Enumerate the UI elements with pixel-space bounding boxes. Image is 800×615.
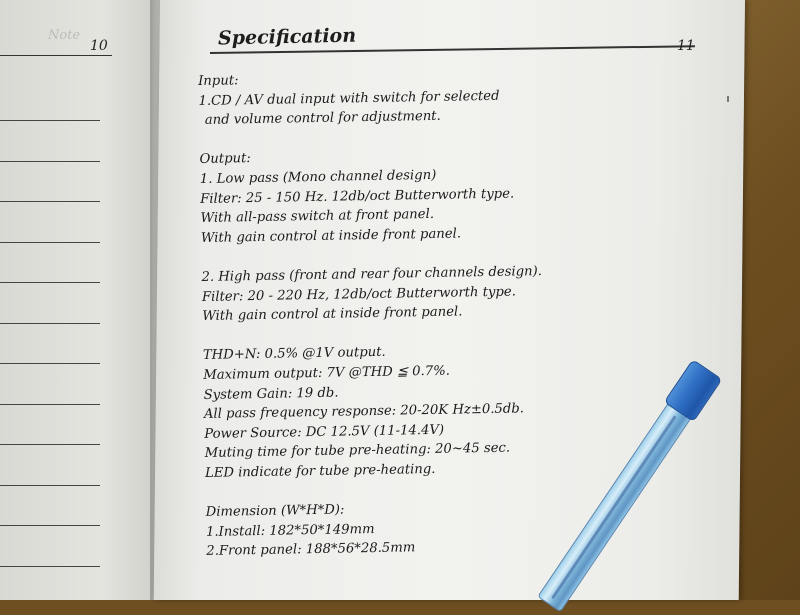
spec-line: Output: [199, 151, 251, 168]
paper-mark [727, 96, 729, 102]
left-page-header-rule [0, 55, 112, 56]
note-line [0, 363, 100, 364]
spec-line: All pass frequency response: 20-20K Hz±0.5db. [203, 401, 525, 423]
note-line [0, 485, 100, 486]
spec-line: 2.Front panel: 188*56*28.5mm [206, 540, 416, 560]
spec-line: With all-pass switch at front panel. [200, 207, 435, 227]
spec-line: 1. Low pass (Mono channel design) [199, 167, 437, 187]
note-line [0, 161, 100, 162]
note-line [0, 404, 100, 405]
specification-body [198, 66, 566, 562]
note-line [0, 120, 100, 121]
note-line [0, 525, 100, 526]
spec-line: 1.CD / AV dual input with switch for selected [198, 88, 500, 109]
spec-line: System Gain: 19 db. [203, 385, 339, 403]
spec-line: With gain control at inside front panel. [200, 226, 462, 246]
spec-line: Input: [198, 73, 239, 89]
spec-line: Filter: 25 - 150 Hz. 12db/oct Butterworth type. [200, 186, 515, 207]
right-page-number: 11 [677, 38, 695, 54]
spec-line: THD+N: 0.5% @1V output. [202, 345, 386, 364]
left-page-header-ghost: Note [48, 28, 81, 43]
note-line [0, 566, 100, 567]
note-line [0, 201, 100, 202]
spec-line: Filter: 20 - 220 Hz, 12db/oct Butterworth type. [201, 284, 516, 305]
spec-line: Muting time for tube pre-heating: 20~45 sec. [204, 440, 511, 462]
spec-line: and volume control for adjustment. [204, 108, 441, 129]
note-line [0, 323, 100, 324]
spec-line: Power Source: DC 12.5V (11-14.4V) [204, 422, 445, 442]
page-title: Specification [217, 24, 357, 50]
left-page-number: 10 [90, 38, 108, 54]
note-line [0, 444, 100, 445]
spec-line: 1.Install: 182*50*149mm [205, 521, 375, 540]
note-line [0, 282, 100, 283]
left-page-notes [0, 0, 168, 600]
spec-line: With gain control at inside front panel. [202, 304, 463, 325]
spec-line: Maximum output: 7V @THD ≦ 0.7%. [203, 363, 450, 383]
spec-line: 2. High pass (front and rear four channels design). [201, 263, 543, 285]
spec-line: Dimension (W*H*D): [205, 502, 345, 520]
spec-line: LED indicate for tube pre-heating. [204, 461, 436, 481]
note-line [0, 242, 100, 243]
